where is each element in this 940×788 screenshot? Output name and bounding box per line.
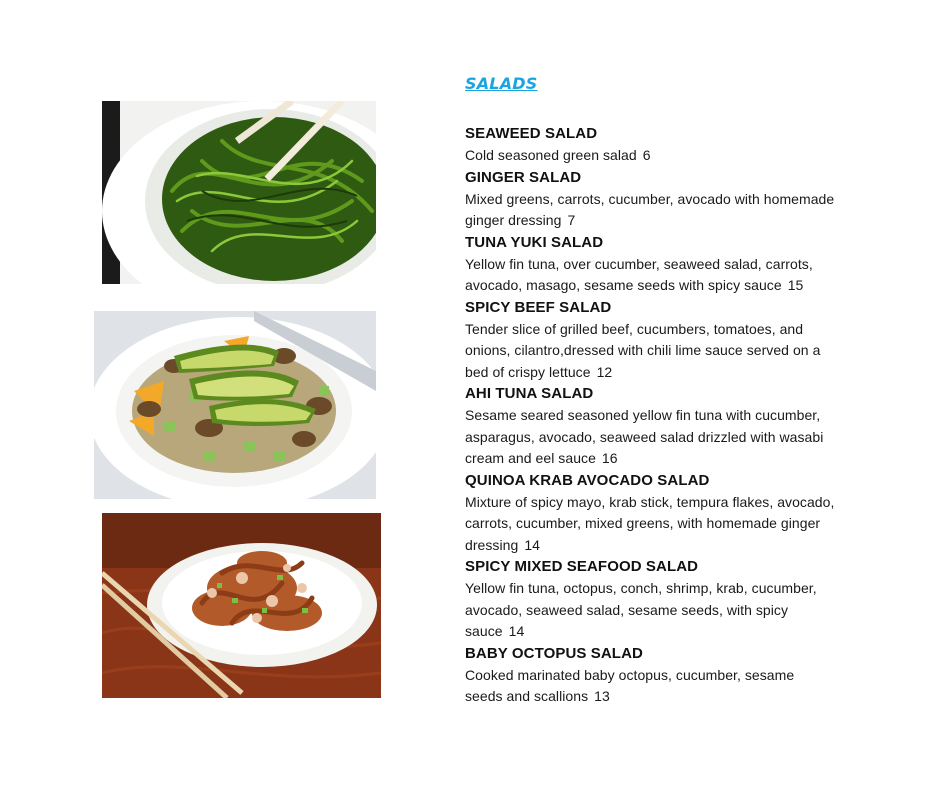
item-name: TUNA YUKI SALAD [465, 233, 604, 251]
item-description: Yellow fin tuna, octopus, conch, shrimp, krab, cucumber, avocado, seaweed salad, sesame seeds, with spicy sauce 14 [465, 580, 817, 639]
menu-item [465, 556, 835, 643]
menu-item [465, 123, 835, 167]
item-price: 14 [524, 536, 541, 553]
baby-octopus-salad-photo [102, 513, 381, 698]
menu-item [465, 470, 835, 557]
menu-item [465, 383, 835, 470]
item-name: QUINOA KRAB AVOCADO SALAD [465, 471, 710, 489]
item-price: 16 [601, 450, 618, 466]
item-price: 7 [567, 212, 576, 228]
item-name: SPICY MIXED SEAFOOD SALAD [465, 558, 699, 575]
item-price: 14 [508, 623, 525, 639]
item-name: BABY OCTOPUS SALAD [465, 644, 643, 662]
item-price: 15 [787, 277, 804, 293]
item-description: Cooked marinated baby octopus, cucumber, sesame seeds and scallions 13 [465, 666, 795, 704]
item-name: AHI TUNA SALAD [465, 385, 594, 402]
item-price: 6 [642, 147, 651, 163]
item-description: Yellow fin tuna, over cucumber, seaweed salad, carrots, avocado, masago, sesame seeds with spicy sauce 15 [465, 255, 813, 293]
item-description: Mixture of spicy mayo, krab stick, tempura flakes, avocado, carrots, cucumber, mixed greens, with homemade ginger dressing 14 [465, 493, 835, 553]
avocado-quinoa-salad-photo [94, 311, 376, 499]
item-description: Sesame seared seasoned yellow fin tuna with cucumber, asparagus, avocado, seaweed salad drizzled with wasabi cream and eel sauce 16 [465, 407, 824, 466]
item-price: 13 [594, 688, 610, 704]
section-title: SALADS [465, 74, 538, 93]
menu-item [465, 232, 835, 297]
item-description: Cold seasoned green salad 6 [465, 147, 651, 163]
item-name: GINGER SALAD [465, 168, 582, 186]
item-description: Mixed greens, carrots, cucumber, avocado with homemade ginger dressing 7 [465, 190, 835, 228]
item-description: Tender slice of grilled beef, cucumbers, tomatoes, and onions, cilantro,dressed with chili lime sauce served on a bed of crispy lettuce 12 [465, 320, 821, 380]
menu-item [465, 167, 835, 232]
item-price: 12 [596, 363, 613, 380]
seaweed-salad-photo [102, 101, 376, 284]
salads-menu [465, 74, 835, 708]
menu-item [465, 297, 835, 384]
item-name: SEAWEED SALAD [465, 125, 598, 142]
menu-item [465, 643, 835, 708]
item-name: SPICY BEEF SALAD [465, 298, 612, 316]
